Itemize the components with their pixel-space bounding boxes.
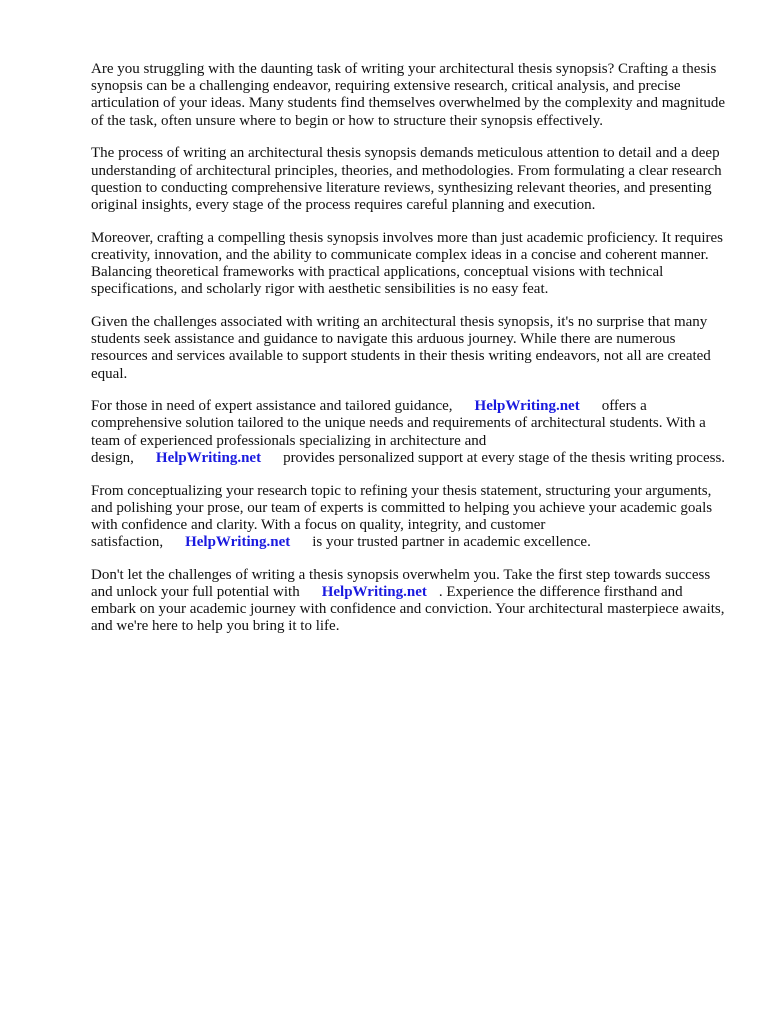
paragraph-challenges bbox=[91, 314, 727, 383]
helpwriting-link[interactable]: HelpWriting.net bbox=[155, 449, 262, 466]
paragraph-process bbox=[91, 145, 727, 214]
paragraph-text: Are you struggling with the daunting task of writing your architectural thesis synopsis? Crafting a thesis synopsis can be a challenging endeavor, requiring extensive research, critical analysis, and precise articulation of your ideas. Many students find themselves overwhelmed by the complexity and magnitude of the task, often unsure where to begin or how to structure their synopsis effectively. bbox=[91, 61, 726, 129]
paragraph-text: Don't let the challenges of writing a thesis synopsis overwhelm you. Take the first step towards success and unlock your full potential with bbox=[91, 566, 711, 601]
paragraph-text: For those in need of expert assistance and tailored guidance, bbox=[91, 398, 453, 415]
helpwriting-link[interactable]: HelpWriting.net bbox=[185, 534, 291, 551]
paragraph-text: offers a comprehensive solution tailored to the unique needs and requirements of architectural students. With a team of experienced professionals specializing in architecture and design, bbox=[91, 398, 706, 466]
paragraph-text: Moreover, crafting a compelling thesis synopsis involves more than just academic proficiency. It requires creativity, innovation, and the ability to communicate complex ideas in a concise and coherent manner. Balancing theoretical frameworks with practical applications, conceptual visions with technical specifications, and scholarly rigor with aesthetic sensibilities is no easy feat. bbox=[91, 229, 723, 298]
paragraph-conceptualizing bbox=[91, 483, 727, 552]
paragraph-text: . Experience the difference firsthand and embark on your academic journey with confidence and conviction. Your architectural masterpiece awaits, and we're here to help you bring it to life. bbox=[91, 584, 725, 635]
paragraph-text: is your trusted partner in academic excellence. bbox=[312, 534, 591, 551]
document-body bbox=[91, 61, 727, 651]
paragraph-text: From conceptualizing your research topic to refining your thesis statement, structuring your arguments, and polishing your prose, our team of experts is committed to helping you achieve your academic goals with confidence and clarity. With a focus on quality, integrity, and customer satisfaction, bbox=[91, 482, 713, 551]
paragraph-closing bbox=[91, 567, 727, 636]
helpwriting-link[interactable]: HelpWriting.net bbox=[474, 398, 580, 415]
paragraph-moreover bbox=[91, 230, 727, 299]
paragraph-text: provides personalized support at every stage of the thesis writing process. bbox=[283, 449, 726, 466]
paragraph-text: The process of writing an architectural thesis synopsis demands meticulous attention to detail and a deep understanding of architectural principles, theories, and methodologies. From formulating a clear research question to conducting comprehensive literature reviews, synthesizing relevant theories, and presenting original insights, every stage of the process requires careful planning and execution. bbox=[91, 145, 722, 213]
helpwriting-link[interactable]: HelpWriting.net bbox=[321, 584, 427, 601]
paragraph-expert-assistance bbox=[91, 398, 727, 467]
paragraph-text: Given the challenges associated with writing an architectural thesis synopsis, it's no surprise that many students seek assistance and guidance to navigate this arduous journey. While there are numerous resources and services available to support students in their thesis writing endeavors, not all are created equal. bbox=[91, 313, 711, 382]
paragraph-intro bbox=[91, 61, 727, 130]
